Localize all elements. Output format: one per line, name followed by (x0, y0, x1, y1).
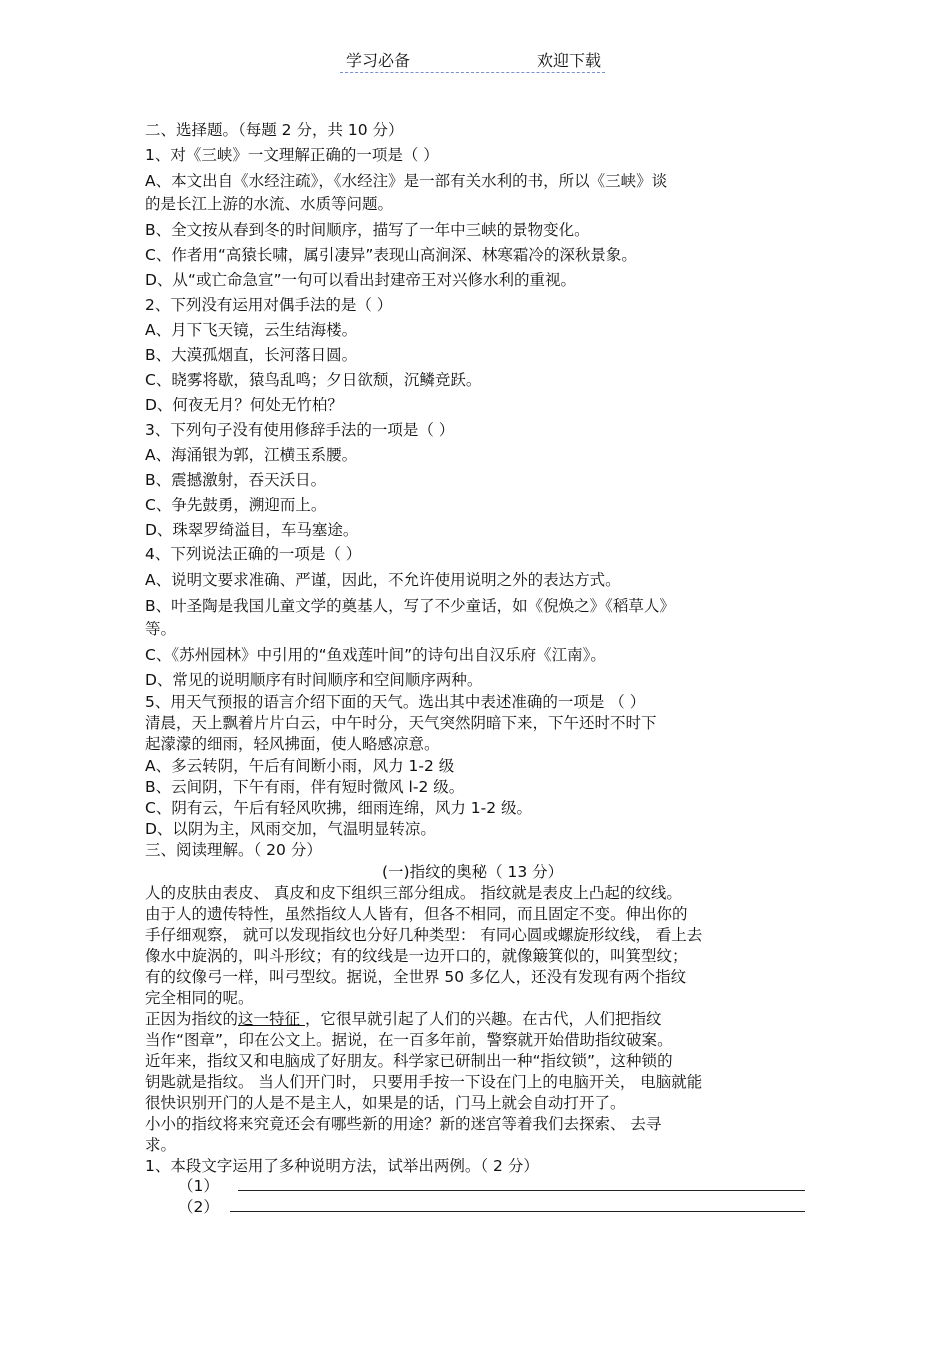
passage-text-start: 正因为指纹的 (145, 1010, 239, 1028)
passage-text: 由于人的遗传特性，虽然指纹人人皆有，但各不相同，而且固定不变。伸出你的 (145, 905, 688, 923)
header-right: 欢迎下载 (536, 51, 601, 70)
option-text: D、以阴为主，风雨交加，气温明显转凉。 (145, 820, 436, 838)
answer-blank-1[interactable] (238, 1190, 805, 1191)
question-text: 2、下列没有运用对偶手法的是（ ） (145, 296, 393, 314)
option-text: B、叶圣陶是我国儿童文学的奠基人，写了不少童话，如《倪焕之》《稻草人》 (145, 597, 675, 615)
option-text: B、震撼激射，吞天沃日。 (145, 471, 327, 489)
header-left: 学习必备 (346, 51, 411, 70)
option-text: D、从“或亡命急宣”一句可以看出封建帝王对兴修水利的重视。 (145, 271, 576, 289)
passage-text: 有的纹像弓一样，叫弓型纹。据说，全世界 50 多亿人，还没有发现有两个指纹 (145, 968, 687, 986)
passage-text: 手仔细观察， 就可以发现指纹也分好几种类型： 有同心圆或螺旋形纹线， 看上去 (145, 926, 703, 944)
option-text: C、作者用“高猿长啸，属引凄异”表现山高涧深、林寒霜冷的深秋景象。 (145, 246, 637, 264)
passage-text (145, 1009, 661, 1029)
option-text: A、月下飞天镜，云生结海楼。 (145, 321, 358, 339)
question-text: 5、用天气预报的语言介绍下面的天气。选出其中表述准确的一项是 （ ） (145, 693, 646, 711)
answer-blank-2[interactable] (230, 1211, 805, 1212)
option-text: A、本文出自《水经注疏》，《水经注》是一部有关水利的书，所以《三峡》谈 (145, 172, 668, 190)
question-text: 1、本段文字运用了多种说明方法，试举出两例。（ 2 分） (145, 1157, 539, 1175)
option-text: B、云间阴，下午有雨，伴有短时微风 l-2 级。 (145, 778, 465, 796)
underlined-phrase: 这一特征 (238, 1010, 305, 1028)
answer-label: （2） (178, 1198, 219, 1216)
option-text: B、全文按从春到冬的时间顺序，描写了一年中三峡的景物变化。 (145, 221, 590, 239)
section-heading: 二、选择题。（每题 2 分，共 10 分） (145, 121, 404, 139)
option-text: C、阴有云，午后有轻风吹拂，细雨连绵，风力 1-2 级。 (145, 799, 532, 817)
passage-text: 近年来，指纹又和电脑成了好朋友。科学家已研制出一种“指纹锁”，这种锁的 (145, 1052, 673, 1070)
option-text: C、晓雾将歇，猿鸟乱鸣；夕日欲颓，沉鳞竞跃。 (145, 371, 482, 389)
question-text: 4、下列说法正确的一项是（ ） (145, 545, 362, 563)
option-text: A、多云转阴，午后有间断小雨，风力 1-2 级 (145, 757, 455, 775)
passage-text: 起濛濛的细雨，轻风拂面，使人略感凉意。 (145, 735, 440, 753)
option-text: A、海涌银为郭，江横玉系腰。 (145, 446, 358, 464)
question-text: 1、对《三峡》一文理解正确的一项是（ ） (145, 146, 439, 164)
passage-text: 像水中旋涡的，叫斗形纹；有的纹线是一边开口的，就像簸箕似的，叫箕型纹； (145, 947, 688, 965)
option-text: D、常见的说明顺序有时间顺序和空间顺序两种。 (145, 671, 483, 689)
option-text: B、大漠孤烟直，长河落日圆。 (145, 346, 358, 364)
option-text: A、说明文要求准确、严谨，因此，不允许使用说明之外的表达方式。 (145, 571, 621, 589)
passage-text: 小小的指纹将来究竟还会有哪些新的用途？新的迷宫等着我们去探索、 去寻 (145, 1115, 662, 1133)
passage-text: 很快识别开门的人是不是主人，如果是的话，门马上就会自动打开了。 (145, 1094, 626, 1112)
passage-text-end: ，它很早就引起了人们的兴趣。在古代，人们把指纹 (304, 1010, 662, 1028)
passage-text: 完全相同的呢。 (145, 989, 254, 1007)
passage-text: 清晨，天上飘着片片白云，中午时分，天气突然阴暗下来，下午还时不时下 (145, 714, 657, 732)
option-text: C、《苏州园林》中引用的“鱼戏莲叶间”的诗句出自汉乐府《江南》。 (145, 646, 606, 664)
page-header (340, 48, 605, 73)
passage-text: 当作“图章”，印在公文上。据说，在一百多年前，警察就开始借助指纹破案。 (145, 1031, 673, 1049)
option-text: D、何夜无月？何处无竹柏？ (145, 396, 343, 414)
question-text: 3、下列句子没有使用修辞手法的一项是（ ） (145, 421, 455, 439)
passage-text: 人的皮肤由表皮、 真皮和皮下组织三部分组成。 指纹就是表皮上凸起的纹线。 (145, 884, 682, 902)
option-text: 等。 (145, 620, 177, 638)
passage-title: (一)指纹的奥秘（ 13 分） (382, 863, 564, 881)
section-heading: 三、阅读理解。（ 20 分） (145, 841, 322, 859)
option-text: D、珠翠罗绮溢目，车马塞途。 (145, 521, 359, 539)
passage-text: 求。 (145, 1136, 177, 1154)
answer-label: （1） (178, 1177, 219, 1195)
option-text: 的是长江上游的水流、水质等问题。 (145, 195, 394, 213)
option-text: C、争先鼓勇，溯迎而上。 (145, 496, 327, 514)
passage-text: 钥匙就是指纹。 当人们开门时， 只要用手按一下设在门上的电脑开关， 电脑就能 (145, 1073, 703, 1091)
